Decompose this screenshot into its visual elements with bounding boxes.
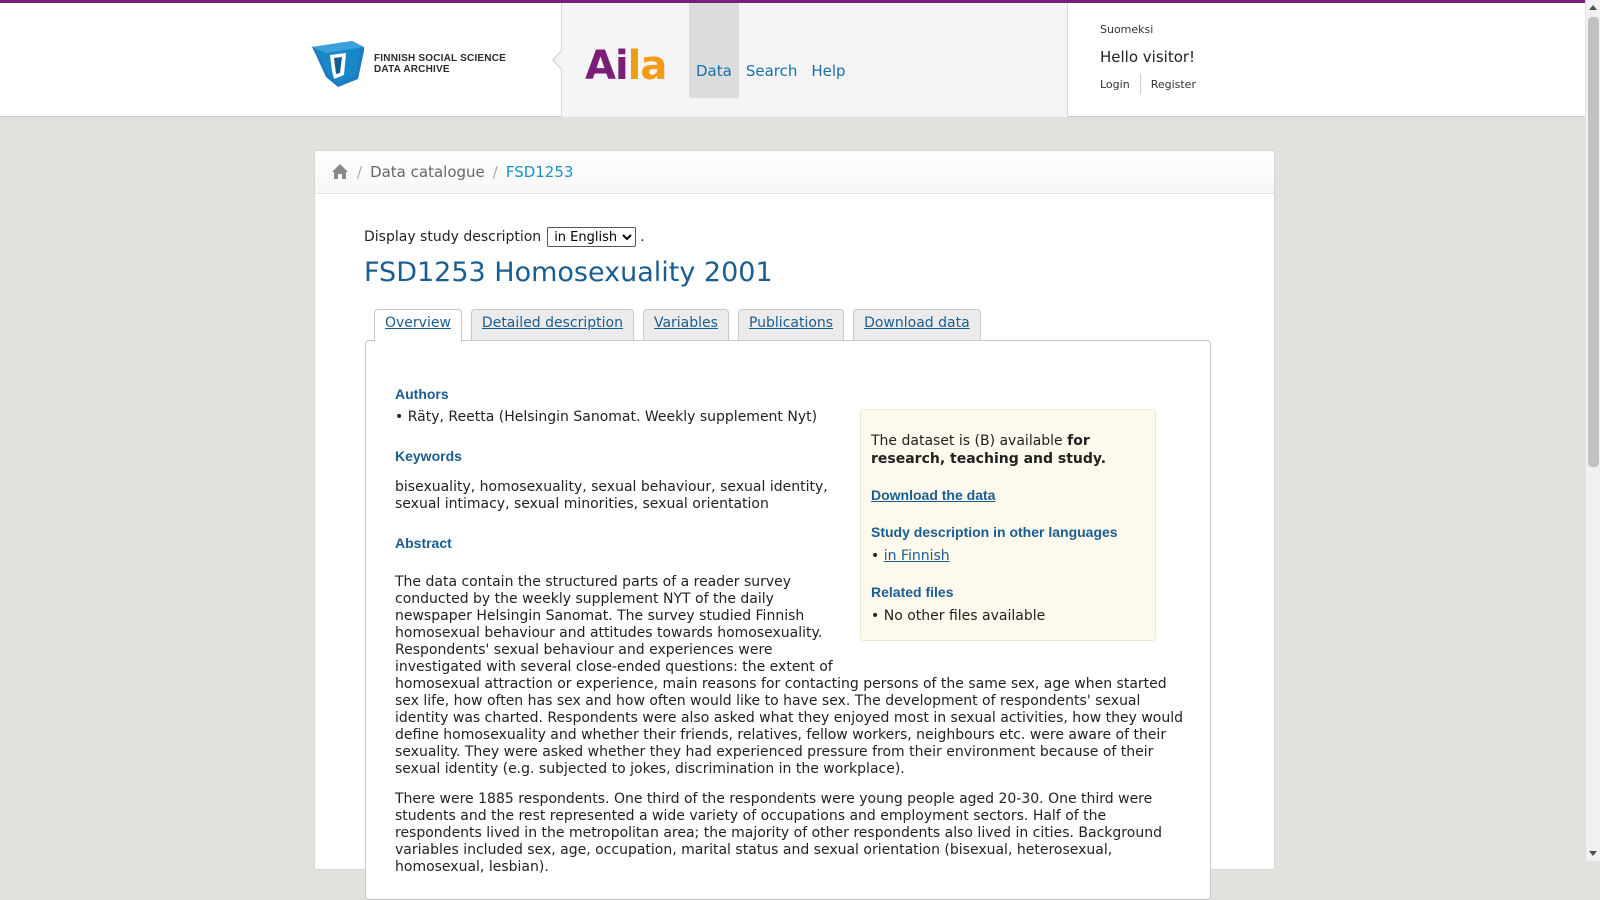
keywords-text: bisexuality, homosexuality, sexual behaviour, sexual identity, sexual intimacy, sexual minorities, sexual orientation <box>395 479 828 512</box>
overview-main <box>395 386 835 552</box>
authors-list <box>395 409 835 426</box>
abstract-body <box>395 574 1185 889</box>
auth-links <box>1100 74 1196 94</box>
breadcrumb-current[interactable]: FSD1253 <box>505 163 574 181</box>
display-language-select[interactable] <box>547 227 636 247</box>
auth-divider <box>1140 74 1141 94</box>
aila-logo[interactable] <box>585 41 666 91</box>
scroll-down-arrow-icon[interactable] <box>1589 851 1597 856</box>
breadcrumb <box>315 151 1274 194</box>
abstract-float-spacer <box>835 574 1185 676</box>
other-languages-heading: Study description in other languages <box>871 524 1118 540</box>
page-scrollbar[interactable] <box>1585 0 1600 861</box>
content-card <box>314 150 1275 875</box>
user-box <box>1100 23 1196 94</box>
availability-text <box>871 432 1145 468</box>
overview-panel <box>365 340 1211 900</box>
nav-help[interactable]: Help <box>811 62 846 80</box>
tab-detailed-description[interactable]: Detailed description <box>471 309 634 341</box>
related-files-heading: Related files <box>871 584 954 600</box>
study-tabs <box>374 309 990 342</box>
breadcrumb-data-catalogue[interactable]: Data catalogue <box>370 163 485 181</box>
logo-text-line2: DATA ARCHIVE <box>374 64 450 75</box>
author-item: • Räty, Reetta (Helsingin Sanomat. Weekly supplement Nyt) <box>395 409 835 426</box>
login-link[interactable]: Login <box>1100 77 1130 91</box>
panel-arrow <box>554 51 562 69</box>
tab-overview[interactable]: Overview <box>374 309 462 342</box>
nav-search[interactable]: Search <box>745 62 798 80</box>
fsd-logo-icon <box>312 41 364 87</box>
page-title: FSD1253 Homosexuality 2001 <box>364 257 773 288</box>
authors-heading: Authors <box>395 386 449 402</box>
breadcrumb-separator: / <box>357 163 363 181</box>
home-icon[interactable] <box>331 163 349 181</box>
greeting: Hello visitor! <box>1100 48 1196 66</box>
availability-emphasis: for research, teaching and study. <box>871 433 1107 467</box>
language-switch-link[interactable]: Suomeksi <box>1100 23 1154 36</box>
tab-variables[interactable]: Variables <box>643 309 729 341</box>
download-data-link[interactable]: Download the data <box>871 487 996 503</box>
related-file-item: • No other files available <box>871 607 1145 625</box>
aila-logo-part1: Ai <box>585 43 628 89</box>
abstract-heading: Abstract <box>395 535 452 551</box>
availability-prefix: The dataset is (B) available <box>871 433 1068 449</box>
main-nav <box>689 3 853 98</box>
keywords-heading: Keywords <box>395 448 462 464</box>
logo-text <box>374 53 506 75</box>
logo-text-line1: FINNISH SOCIAL SCIENCE <box>374 53 507 64</box>
breadcrumb-separator: / <box>492 163 498 181</box>
fsd-logo[interactable] <box>312 41 506 87</box>
register-link[interactable]: Register <box>1150 77 1196 91</box>
tab-publications[interactable]: Publications <box>738 309 844 341</box>
abstract-paragraph-1-text: The data contain the structured parts of a reader survey conducted by the weekly supplement NYT of the daily newspaper Helsingin Sanomat. The survey studied Finnish homosexual behaviour and attitudes towards homosexuality. Respondents' sexual behaviour and experiences were investigated with several close-ended questions: the extent of homosexual attraction or experience, main reasons for contacting persons of the same sex, age when started sex life, how often has sex and how often would like to have sex. The development of respondents' sexual identity was charted. Respondents were also asked what they enjoyed most in sexual activities, how they would define homosexuality and whether their friends, relatives, fellow workers, neighbours etc. were aware of their sexuality. They were asked whether they had experienced pressure from their environment because of their sexual identity (e.g. subjected to jokes, discrimination in the workplace). <box>395 574 1184 777</box>
nav-data[interactable]: Data <box>689 3 739 98</box>
site-header <box>0 3 1585 117</box>
scrollbar-thumb[interactable] <box>1588 17 1599 467</box>
other-languages-list <box>871 547 1145 565</box>
scroll-up-arrow-icon[interactable] <box>1589 5 1597 10</box>
aila-logo-part2: la <box>627 43 667 89</box>
tab-download-data[interactable]: Download data <box>853 309 981 341</box>
abstract-paragraph-2: There were 1885 respondents. One third of the respondents were young people aged 20-30. One third were students and the rest represented a wide variety of occupations and employment sectors. Half of the respondents lived in the metropolitan area; the majority of other respondents also lived in cities. Background variables included sex, age, occupation, marital status and sexual orientation (bisexual, heterosexual, homosexual, lesbian). <box>395 791 1162 875</box>
language-link-finnish[interactable]: in Finnish <box>883 548 950 564</box>
display-language-row <box>364 227 645 247</box>
aila-panel <box>561 3 1068 117</box>
display-language-label: Display study description <box>364 229 542 245</box>
display-language-suffix: . <box>640 229 645 245</box>
